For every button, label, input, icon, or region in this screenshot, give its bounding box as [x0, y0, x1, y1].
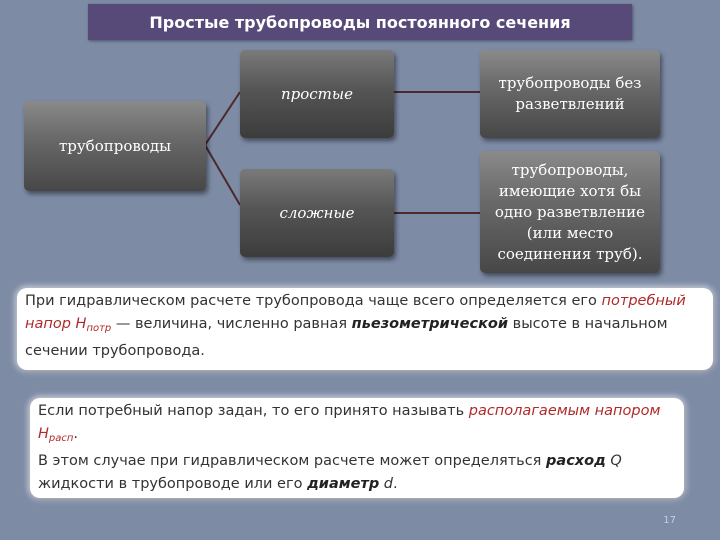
complex-desc-line-2: имеющие хотя бы: [498, 181, 642, 200]
complex-desc-line-1: трубопроводы,: [511, 160, 629, 179]
complex-node-label: сложные: [279, 203, 355, 222]
text1-term-piezometric: пьезометрической: [351, 316, 509, 332]
root-node-label: трубопроводы: [58, 136, 172, 155]
text2-term1-sub: расп: [48, 433, 74, 444]
simple-desc-line-2: разветвлений: [515, 95, 625, 113]
complex-desc-node: [480, 151, 660, 273]
slide-title: Простые трубопроводы постоянного сечения: [88, 4, 632, 40]
text2-part3: В этом случае при гидравлическом расчете может определяться: [38, 453, 547, 469]
text1-term1: потребный напор H: [25, 293, 686, 332]
simple-node: [240, 50, 394, 138]
complex-desc-line-3: одно разветвление: [494, 202, 646, 221]
text2-part5: .: [393, 476, 398, 492]
text2-part4: жидкости в трубопроводе или его: [38, 476, 308, 492]
simple-node-label: простые: [280, 84, 353, 103]
page-number: 17: [663, 515, 676, 526]
simple-desc-line-1: трубопроводы без: [498, 74, 642, 92]
text1-part2: — величина, численно равная: [111, 316, 352, 332]
text2-term-flow: расход: [546, 453, 606, 469]
text1-part1: При гидравлическом расчете трубопровода чаще всего определяется его: [25, 293, 602, 309]
complex-desc-line-5: соединения труб).: [497, 244, 643, 263]
text2-part1: Если потребный напор задан, то его принято называть: [38, 403, 469, 419]
text2-term-diameter: диаметр: [307, 476, 380, 492]
simple-desc-node: [480, 50, 660, 138]
text2-var-q: Q: [605, 453, 622, 469]
complex-desc-line-4: (или место: [526, 223, 614, 242]
complex-node: [240, 169, 394, 257]
text2-var-d: d: [379, 476, 394, 492]
text1-term1-sub: потр: [86, 323, 112, 334]
text2-term1: располагаемым напором H: [38, 403, 661, 442]
text-block-available-head: [30, 398, 684, 498]
text1-part3: высоте в начальном сечении трубопровода.: [25, 316, 668, 359]
root-node: [24, 101, 206, 191]
text2-part2: .: [73, 426, 79, 442]
connector-root-to-branches: [205, 92, 240, 205]
text-block-required-head: [17, 288, 713, 370]
